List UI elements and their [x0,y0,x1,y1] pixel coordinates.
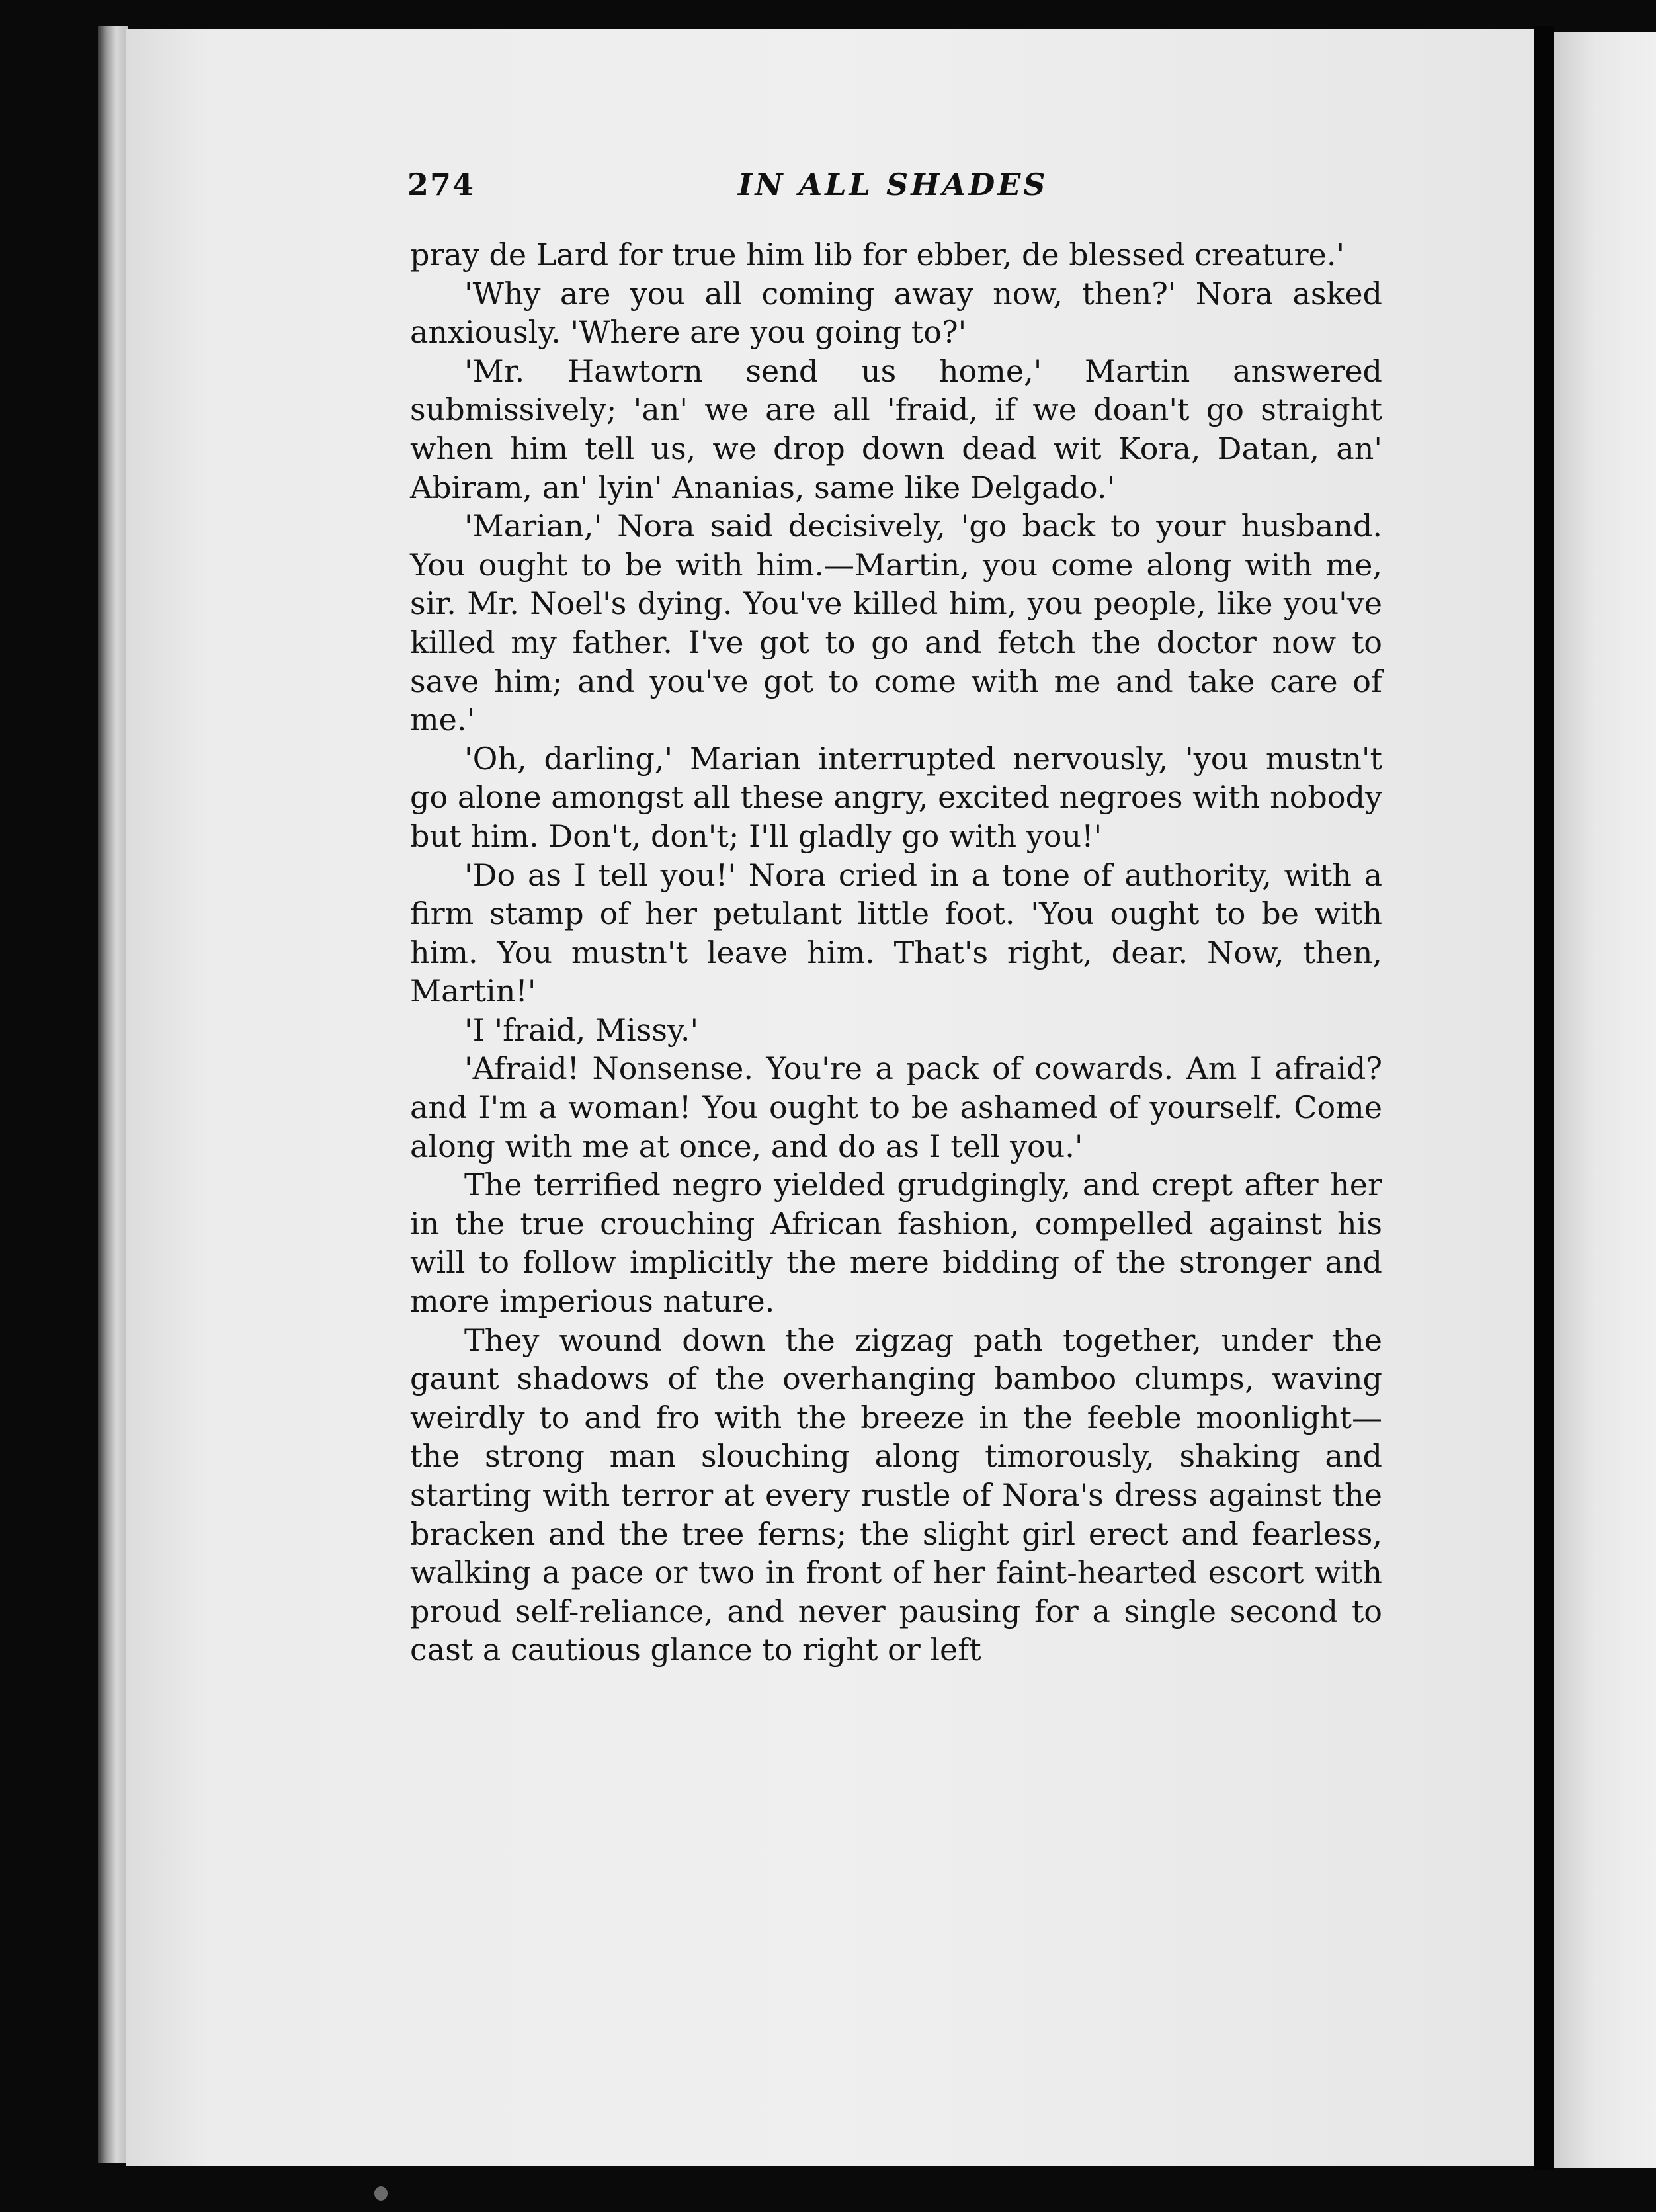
adjacent-page-edge [1554,32,1656,2168]
body-text [410,235,1382,1670]
paragraph: They wound down the zigzag path together, under the gaunt shadows of the overhanging bamboo clumps, waving weirdly to and fro with the breeze in the feeble moonlight—the strong man slouching along timorously, shaking and starting with terror at every rustle of Nora's dress against the bracken and the tree ferns; the slight girl erect and fearless, walking a pace or two in front of her faint-hearted escort with proud self-reliance, and never pausing for a single second to cast a cautious glance to right or left [410,1322,1382,1668]
page-number: 274 [407,167,476,202]
paragraph: 'I 'fraid, Missy.' [464,1011,699,1048]
paragraph: 'Marian,' Nora said decisively, 'go back to your husband. You ought to be with him.—Martin, you come along with me, sir. Mr. Noel's dying. You've killed him, you people, like you've killed my father. I've got to go and fetch the doctor now to save him; and you've got to come with me and take care of me.' [410,508,1382,738]
running-head [407,167,1386,213]
paragraph: 'Why are you all coming away now, then?' Nora asked anxiously. 'Where are you going to?' [410,275,1382,351]
paragraph: 'Afraid! Nonsense. You're a pack of cowards. Am I afraid? and I'm a woman! You ought to be ashamed of yourself. Come along with me at once, and do as I tell you.' [410,1050,1382,1164]
paragraph: 'Do as I tell you!' Nora cried in a tone of authority, with a firm stamp of her petulant little foot. 'You ought to be with him. You mustn't leave him. That's right, dear. Now, then, Martin!' [410,857,1382,1009]
gutter-shadow [1534,26,1554,2170]
book-spine-edge [98,26,128,2163]
paragraph: 'Oh, darling,' Marian interrupted nervously, 'you mustn't go alone amongst all these angry, excited negroes with nobody but him. Don't, don't; I'll gladly go with you!' [410,740,1382,854]
running-title: IN ALL SHADES [738,167,1048,202]
paragraph: 'Mr. Hawtorn send us home,' Martin answered submissively; 'an' we are all 'fraid, if we doan't go straight when him tell us, we drop down dead wit Kora, Datan, an' Abiram, an' lyin' Ananias, same like Delgado.' [410,353,1382,505]
scan-speck [374,2186,388,2201]
paragraph: pray de Lard for true him lib for ebber, de blessed creature.' [410,237,1345,273]
paragraph: The terrified negro yielded grudgingly, and crept after her in the true crouching African fashion, compelled against his will to follow implicitly the mere bidding of the stronger and more imperious nature. [410,1167,1382,1320]
